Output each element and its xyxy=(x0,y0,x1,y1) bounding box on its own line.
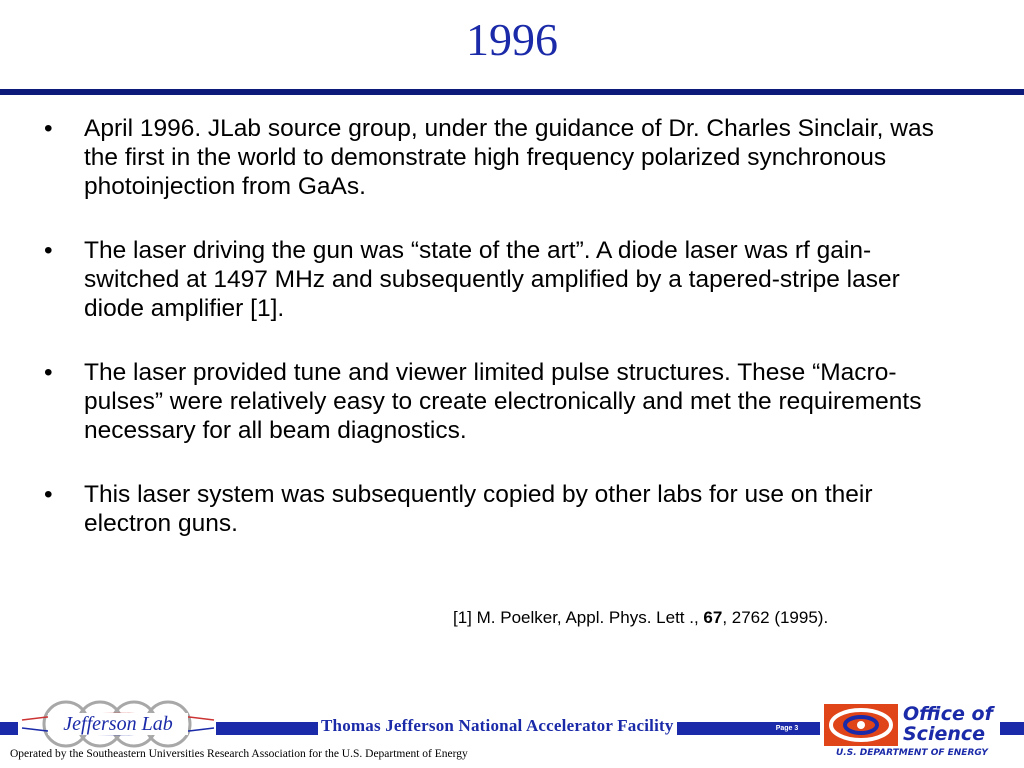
bullet-text: April 1996. JLab source group, under the guidance of Dr. Charles Sinclair, was the first in the world to demonstrate high frequency polarized synchronous photoinjection from GaAs. xyxy=(84,115,934,200)
bullet-dot: • xyxy=(44,237,53,264)
reference-citation xyxy=(453,608,828,628)
slide-title: 1996 xyxy=(466,14,558,65)
operated-by-note: Operated by the Southeastern Universities Research Association for the U.S. Department of Energy xyxy=(10,748,468,760)
bullet-dot: • xyxy=(44,115,53,142)
reference-suffix: , 2762 (1995). xyxy=(722,608,829,627)
reference-volume: 67 xyxy=(703,608,723,627)
department-label: U.S. DEPARTMENT OF ENERGY xyxy=(836,748,988,758)
jefferson-lab-logo xyxy=(18,695,218,755)
bullet-item xyxy=(44,358,964,445)
page-number: Page 3 xyxy=(756,722,818,735)
bullet-dot: • xyxy=(44,481,53,508)
office-of-label: Office of xyxy=(903,703,993,725)
title-divider xyxy=(0,89,1024,95)
footer-stripe-left xyxy=(0,722,18,735)
bullet-item xyxy=(44,480,964,538)
bullet-text: The laser provided tune and viewer limited pulse structures. These “Macro-pulses” were relatively easy to create electronically and met the requirements necessary for all beam diagnostics. xyxy=(84,359,922,444)
jlab-logo-text: Jefferson Lab xyxy=(63,713,173,735)
bullet-item xyxy=(44,236,964,323)
bullet-text: The laser driving the gun was “state of the art”. A diode laser was rf gain-switched at 1497 MHz and subsequently amplified by a tapered-stripe laser diode amplifier [1]. xyxy=(84,237,900,322)
bullet-list xyxy=(44,114,964,573)
reference-prefix: [1] M. Poelker, Appl. Phys. Lett ., xyxy=(453,608,704,627)
facility-name: Thomas Jefferson National Accelerator Facility xyxy=(318,716,677,736)
bullet-item xyxy=(44,114,964,201)
science-label: Science xyxy=(903,723,986,745)
bullet-dot: • xyxy=(44,359,53,386)
bullet-text: This laser system was subsequently copied by other labs for use on their electron guns. xyxy=(84,481,873,537)
